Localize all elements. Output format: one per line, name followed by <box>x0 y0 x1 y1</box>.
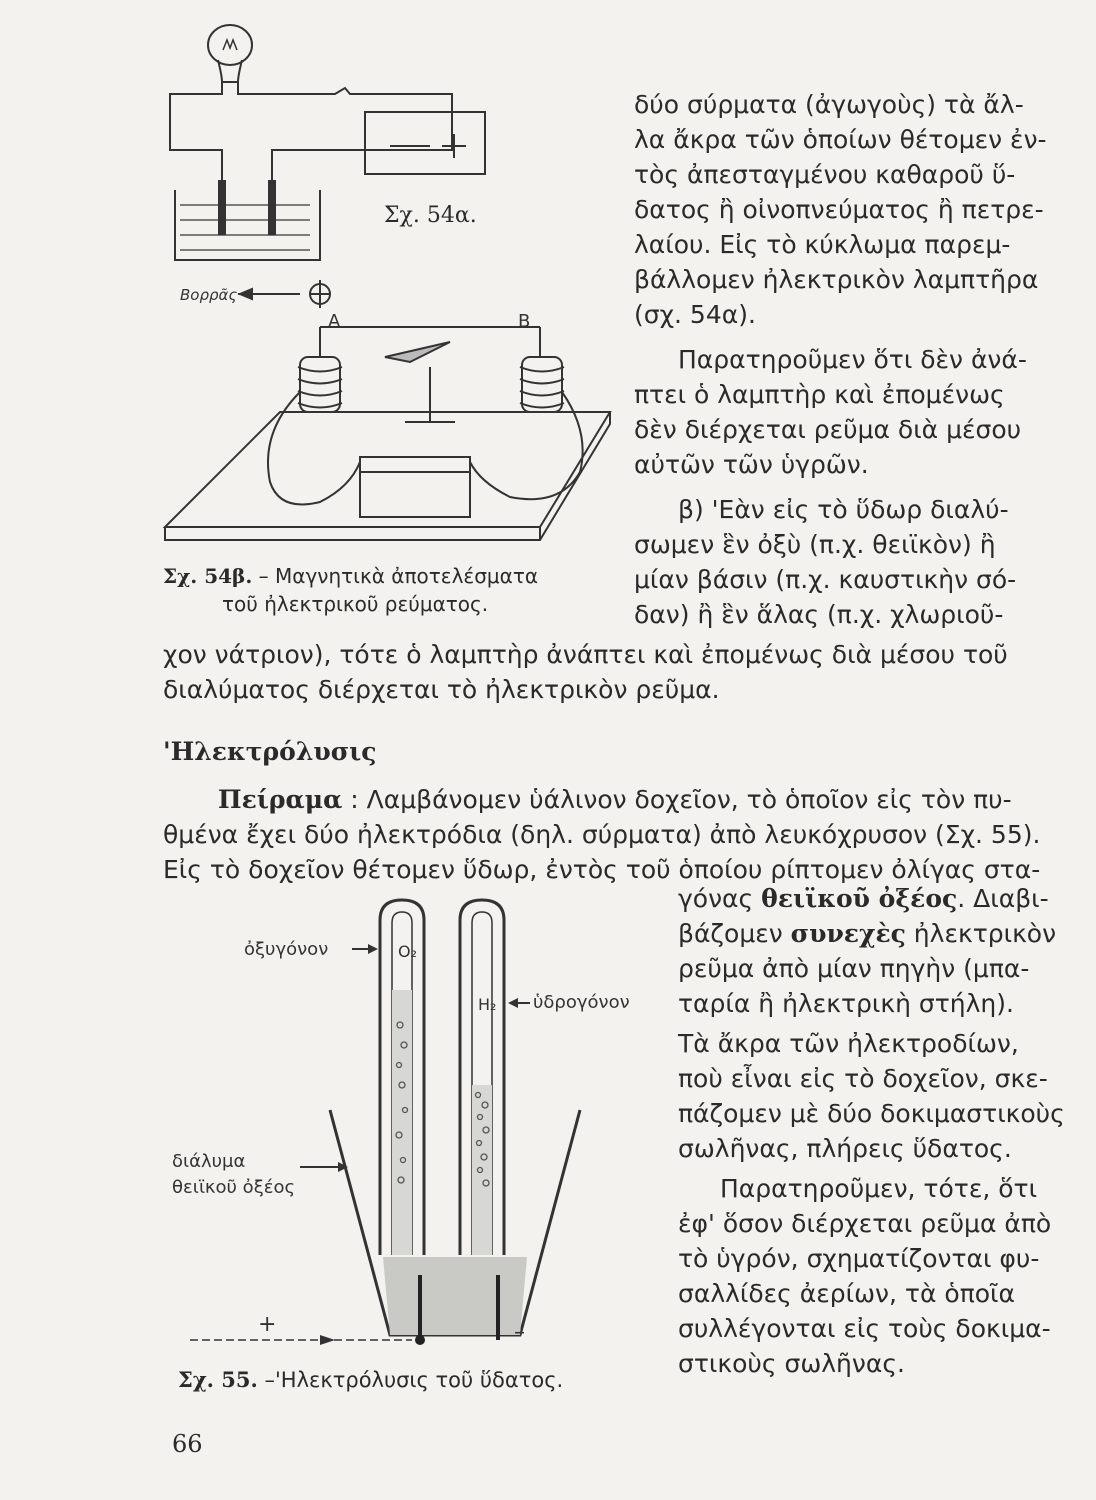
figure-54a-caption: Σχ. 54α. <box>384 203 477 228</box>
text-line: πάζομεν μὲ δύο δοκιμαστικοὺς <box>678 1099 1065 1128</box>
text-line: λαίου. Εἰς τὸ κύκλωμα παρεμ- <box>634 230 1011 259</box>
text-line: ἐφ' ὅσον διέρχεται ρεῦμα ἀπὸ <box>678 1209 1052 1238</box>
text-line: ρεῦμα ἀπὸ μίαν πηγὴν (μπα- <box>678 954 1030 983</box>
compass-north-label: Βορρᾶς <box>180 286 238 304</box>
text-line: σωμεν ἓν ὀξὺ (π.χ. θειϊκὸν) ἢ <box>634 530 996 559</box>
experiment-label: Πείραμα <box>218 785 343 814</box>
text-line: διαλύματος διέρχεται τὸ ἠλεκτρικὸν ρεῦμα. <box>163 675 720 704</box>
figure-55-electrolysis <box>172 895 660 1365</box>
text-line <box>678 882 1049 916</box>
text-line: σωλῆνας, πλήρεις ὕδατος. <box>678 1134 1012 1163</box>
figure-54b-caption-line1 <box>163 563 538 589</box>
text-line: πτει ὁ λαμπτὴρ καὶ ἐπομένως <box>634 380 1005 409</box>
text-line: β) 'Εὰν εἰς τὸ ὕδωρ διαλύ- <box>678 495 1009 524</box>
figure-54b-caption-num: Σχ. 54β. <box>163 564 253 588</box>
label-h2: H₂ <box>478 995 497 1014</box>
bold-term: θειϊκοῦ ὀξέος <box>761 884 958 913</box>
text-line: στικοὺς σωλῆνας. <box>678 1349 905 1378</box>
text-line: τὸς ἀπεσταγμένου καθαροῦ ὕ- <box>634 160 1016 189</box>
figure-54b-caption-line2: τοῦ ἠλεκτρικοῦ ρεύματος. <box>222 592 489 616</box>
text-line: τὸ ὑγρόν, σχηματίζονται φυ- <box>678 1244 1040 1273</box>
page-number: 66 <box>172 1430 203 1458</box>
experiment-colon: : <box>342 785 367 814</box>
label-solution-1: διάλυμα <box>172 1151 246 1172</box>
label-plus: + <box>258 1312 277 1337</box>
figure-55-caption-num: Σχ. 55. <box>178 1367 258 1392</box>
text-line: συλλέγονται εἰς τοὺς δοκιμα- <box>678 1314 1051 1343</box>
text-line: δατος ἢ οἰνοπνεύματος ἢ πετρε- <box>634 195 1044 224</box>
text-line: δὲν διέρχεται ρεῦμα διὰ μέσου <box>634 415 1022 444</box>
text-line: δύο σύρματα (ἀγωγοὺς) τὰ ἄλ- <box>634 90 1024 119</box>
label-o2: O₂ <box>398 942 418 961</box>
text-span: γόνας <box>678 884 762 913</box>
experiment-line-1 <box>218 783 1012 817</box>
text-span: . Διαβι- <box>957 884 1049 913</box>
text-span: βάζομεν <box>678 919 791 948</box>
experiment-text: Λαμβάνομεν ὑάλινον δοχεῖον, τὸ ὁποῖον εἰς τὸν πυ- <box>366 785 1012 814</box>
label-solution-2: θειϊκοῦ ὀξέος <box>172 1177 296 1198</box>
label-a: A <box>328 311 341 332</box>
text-line: Εἰς τὸ δοχεῖον θέτομεν ὕδωρ, ἐντὸς τοῦ ὁποίου ρίπτομεν ὀλίγας στα- <box>163 855 1041 884</box>
figure-54b-apparatus <box>160 272 620 557</box>
text-line: ποὺ εἶναι εἰς τὸ δοχεῖον, σκε- <box>678 1064 1048 1093</box>
label-b: B <box>518 311 531 332</box>
text-line: δαν) ἢ ἓν ἅλας (π.χ. χλωριοῦ- <box>634 600 1004 629</box>
text-line: βάλλομεν ἠλεκτρικὸν λαμπτῆρα <box>634 265 1039 294</box>
text-line: Τὰ ἄκρα τῶν ἠλεκτροδίων, <box>678 1029 1019 1058</box>
text-line: ταρία ἢ ἠλεκτρικὴ στήλη). <box>678 989 1014 1018</box>
text-span: ἠλεκτρικὸν <box>905 919 1057 948</box>
text-line: Παρατηροῦμεν ὅτι δὲν ἀνά- <box>678 345 1027 374</box>
figure-54a-circuit <box>160 20 490 270</box>
label-hydrogen: ὑδρογόνον <box>533 992 630 1013</box>
text-line: χον νάτριον), τότε ὁ λαμπτὴρ ἀνάπτει καὶ ἐπομένως διὰ μέσου τοῦ <box>163 640 1008 669</box>
text-line: θμένα ἔχει δύο ἠλεκτρόδια (δηλ. σύρματα) ἀπὸ λευκόχρυσον (Σχ. 55). <box>163 820 1041 849</box>
figure-55-caption-text: –'Ηλεκτρόλυσις τοῦ ὕδατος. <box>257 1368 564 1392</box>
text-line <box>678 917 1056 951</box>
text-line: λα ἄκρα τῶν ὁποίων θέτομεν ἐν- <box>634 125 1047 154</box>
section-title: 'Ηλεκτρόλυσις <box>163 737 377 766</box>
text-line: σαλλίδες ἀερίων, τὰ ὁποῖα <box>678 1279 1015 1308</box>
text-line: μίαν βάσιν (π.χ. καυστικὴν σό- <box>634 565 1017 594</box>
label-minus: – <box>514 1320 525 1345</box>
bold-term: συνεχὲς <box>790 919 906 948</box>
text-line: Παρατηροῦμεν, τότε, ὅτι <box>720 1174 1038 1203</box>
figure-54b-caption-text: – Μαγνητικὰ ἀποτελέσματα <box>252 564 539 588</box>
figure-55-caption <box>178 1367 563 1393</box>
label-oxygen: ὀξυγόνον <box>244 939 329 960</box>
text-line: αὐτῶν τῶν ὑγρῶν. <box>634 450 869 479</box>
text-line: (σχ. 54α). <box>634 300 756 329</box>
